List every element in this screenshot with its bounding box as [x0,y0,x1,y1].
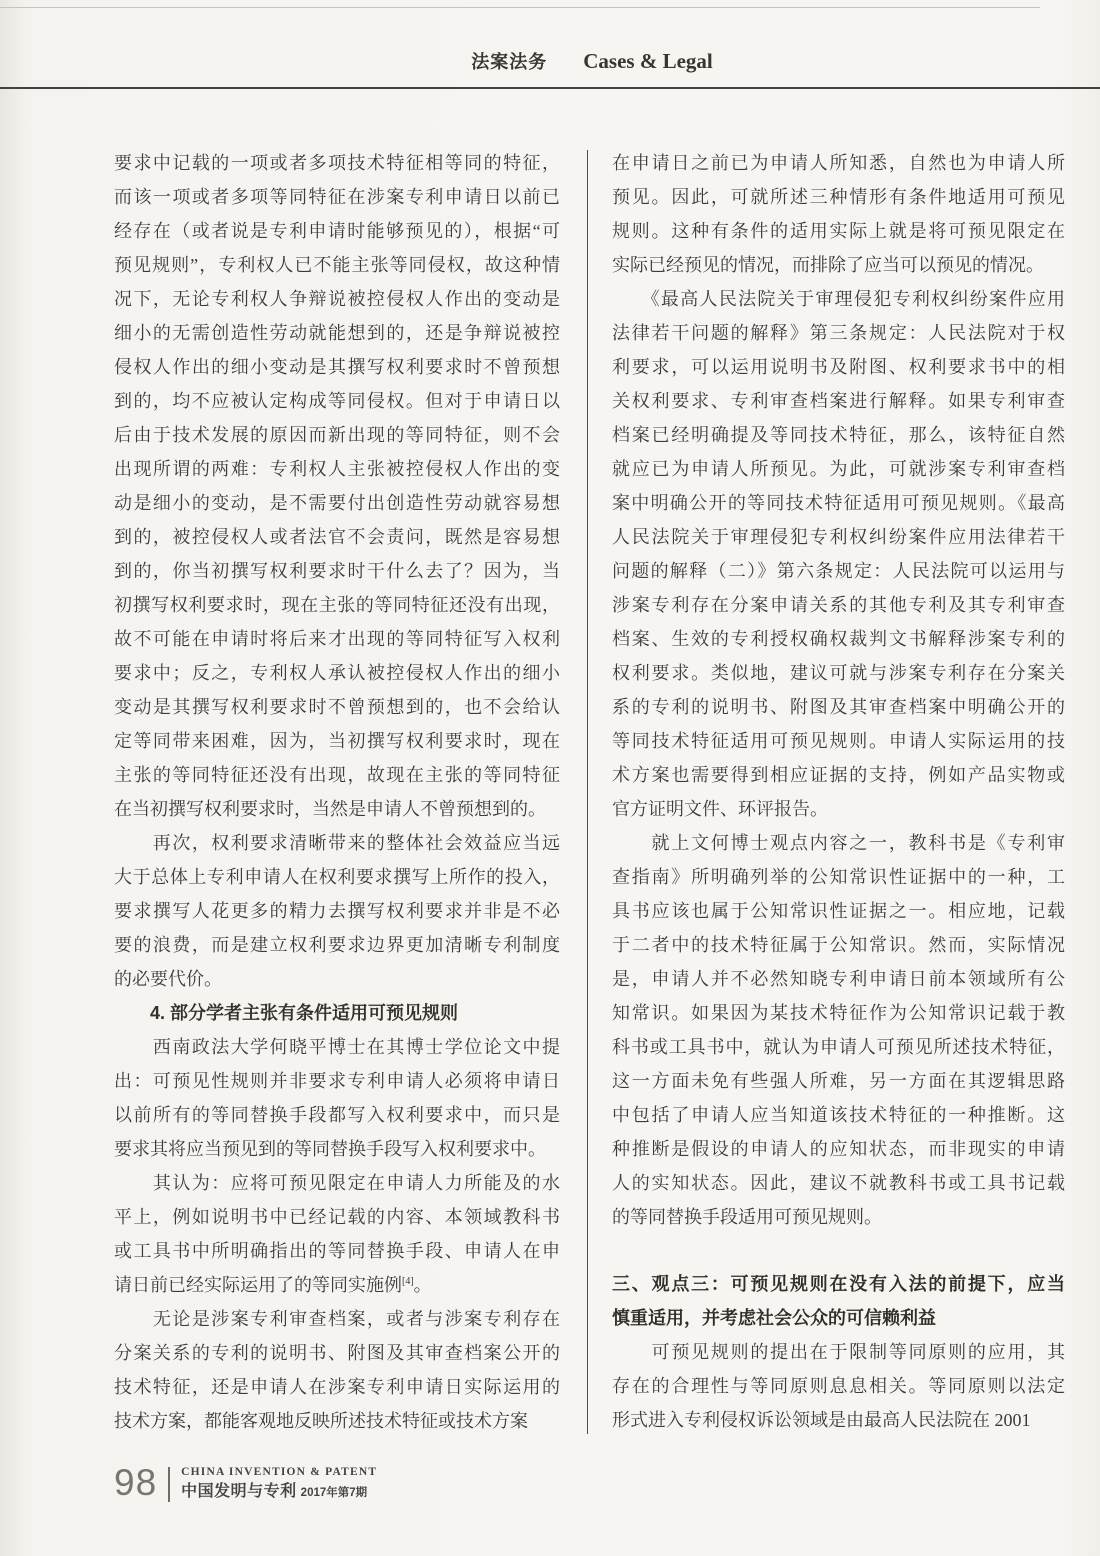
paragraph [612,826,1065,1234]
text-line: 预见。因此，可就所述三种情形有条件地适用可预见 [612,187,1065,207]
paragraph [114,1302,560,1438]
text-line: 定等同带来困难，因为，当初撰写权利要求时，现在 [114,731,560,751]
text-line: 无论是涉案专利审查档案，或者与涉案专利存在 [114,1309,560,1329]
text-line: 档案已经明确提及等同技术特征，那么，该特征自然 [612,425,1065,445]
text-line: 初撰写权利要求时，现在主张的等同特征还没有出现， [114,595,560,615]
paragraph [114,826,560,996]
text-line: 况下，无论专利权人争辩说被控侵权人作出的变动是 [114,289,560,309]
paragraph [612,282,1065,826]
text-line: 动是细小的变动，是不需要付出创造性劳动就容易想 [114,493,560,513]
text-line: 官方证明文件、环评报告。 [612,799,828,819]
text-line: 这一方面未免有些强人所难，另一方面在其逻辑思路 [612,1071,1065,1091]
text-line: 其认为：应将可预见限定在申请人力所能及的水 [114,1173,560,1193]
text-line: 到的，你当初撰写权利要求时干什么去了？因为，当 [114,561,560,581]
heading [612,1267,1065,1335]
journal-name-cn-row [181,1478,377,1501]
text-line: 可预见规则的提出在于限制等同原则的应用，其 [612,1342,1065,1362]
text-line: 预见规则”，专利权人已不能主张等同侵权，故这种情 [114,255,560,275]
text-line: 种推断是假设的申请人的应知状态，而非现实的申请 [612,1139,1065,1159]
text-line: 出：可预见性规则并非要求专利申请人必须将申请日 [114,1071,560,1091]
text-line: 存在的合理性与等同原则息息相关。等同原则以法定 [612,1376,1065,1396]
text-line: 技术特征，还是申请人在涉案专利申请日实际运用的 [114,1377,560,1397]
text-line: 的必要代价。 [114,969,222,989]
text-line: 要的浪费，而是建立权利要求边界更加清晰专利制度 [114,935,560,955]
text-line: 法律若干问题的解释》第三条规定：人民法院对于权 [612,323,1065,343]
section-title-cn: 法案法务 [471,52,548,72]
paragraph [114,1166,560,1302]
text-line: 规则。这种有条件的适用实际上就是将可预见限定在 [612,221,1065,241]
journal-name-en: CHINA INVENTION & PATENT [181,1466,378,1478]
text-line: 利要求，可以运用说明书及附图、权利要求书中的相 [612,357,1065,377]
text-line: 慎重适用，并考虑社会公众的可信赖利益 [612,1308,936,1328]
text-line: 在当初撰写权利要求时，当然是申请人不曾预想到的。 [114,799,546,819]
text-line: 或工具书中所明确指出的等同替换手段、申请人在申 [114,1241,560,1261]
paragraph [114,146,560,826]
journal-imprint [181,1464,377,1501]
text-line: 西南政法大学何晓平博士在其博士学位论文中提 [114,1037,560,1057]
text-line: 要求其将应当预见到的等同替换手段写入权利要求中。 [114,1139,546,1159]
text-line: 以前所有的等同替换手段都写入权利要求中，而只是 [114,1105,560,1125]
text-line: 平上，例如说明书中已经记载的内容、本领域教科书 [114,1207,560,1227]
text-line: 知常识。如果因为某技术特征作为公知常识记载于教 [612,1003,1065,1023]
text-line: 要求撰写人花更多的精力去撰写权利要求并非是不必 [114,901,560,921]
section-title-en: Cases & Legal [583,49,713,73]
heading [114,996,560,1030]
left-text-column [114,146,560,1438]
text-line: 大于总体上专利申请人在权利要求撰写上所作的投入， [114,867,560,887]
text-line: 请日前已经实际运用了的等同实施例[4]。 [114,1275,432,1295]
text-line: 分案关系的专利的说明书、附图及其审查档案公开的 [114,1343,560,1363]
paragraph [612,1335,1065,1437]
text-line: 等同技术特征适用可预见规则。申请人实际运用的技 [612,731,1065,751]
journal-name-cn: 中国发明与专利 [181,1483,297,1500]
text-line: 侵权人作出的细小变动是其撰写权利要求时不曾预想 [114,357,560,377]
page-header [0,48,1100,74]
text-line: 涉案专利存在分案申请关系的其他专利及其专利审查 [612,595,1065,615]
right-text-column [612,146,1065,1437]
text-line: 档案、生效的专利授权确权裁判文书解释涉案专利的 [612,629,1065,649]
paragraph [114,1030,560,1166]
section-title [471,48,713,74]
text-line: 查指南》所明确列举的公知常识性证据中的一种，工 [612,867,1065,887]
text-line: 就应已为申请人所预见。为此，可就涉案专利审查档 [612,459,1065,479]
text-line: 再次，权利要求清晰带来的整体社会效益应当远 [114,833,560,853]
text-line: 技术方案，都能客观地反映所述技术特征或技术方案 [114,1411,528,1431]
text-line: 于二者中的技术特征属于公知常识。然而，实际情况 [612,935,1065,955]
scan-edge-line [0,7,1040,8]
text-line: 是，申请人并不必然知晓专利申请日前本领域所有公 [612,969,1065,989]
text-line: 而该一项或者多项等同特征在涉案专利申请日以前已 [114,187,560,207]
text-line: 问题的解释（二）》第六条规定：人民法院可以运用与 [612,561,1065,581]
text-line: 关权利要求、专利审查档案进行解释。如果专利审查 [612,391,1065,411]
text-line: 实际已经预见的情况，而排除了应当可以预见的情况。 [612,255,1044,275]
text-line: 中包括了申请人应当知道该技术特征的一种推断。这 [612,1105,1065,1125]
text-line: 变动是其撰写权利要求时不曾预想到的，也不会给认 [114,697,560,717]
footer-divider [168,1467,170,1502]
text-line: 要求中记载的一项或者多项技术特征相等同的特征， [114,153,560,173]
text-line: 就上文何博士观点内容之一，教科书是《专利审 [612,833,1065,853]
journal-issue: 2017年第7期 [300,1487,368,1499]
text-line: 主张的等同特征还没有出现，故现在主张的等同特征 [114,765,560,785]
paragraph [612,146,1065,282]
text-line: 要求中；反之，专利权人承认被控侵权人作出的细小 [114,663,560,683]
text-line: 经存在（或者说是专利申请时能够预见的），根据“可 [114,221,560,241]
text-line: 到的，被控侵权人或者法官不会责问，既然是容易想 [114,527,560,547]
text-line: 故不可能在申请时将后来才出现的等同特征写入权利 [114,629,560,649]
text-line: 术方案也需要得到相应证据的支持，例如产品实物或 [612,765,1065,785]
page-number: 98 [114,1462,158,1503]
text-line: 三、观点三：可预见规则在没有入法的前提下，应当 [612,1274,1065,1294]
text-line: 《最高人民法院关于审理侵犯专利权纠纷案件应用 [612,289,1065,309]
header-rule [0,87,1100,89]
text-line: 科书或工具书中，就认为申请人可预见所述技术特征， [612,1037,1065,1057]
footnote-ref: [4] [402,1276,414,1287]
text-line: 人的实知状态。因此，建议不就教科书或工具书记载 [612,1173,1065,1193]
text-line: 形式进入专利侵权诉讼领域是由最高人民法院在 2001 [612,1410,1031,1430]
page-footer [114,1464,377,1502]
text-line: 人民法院关于审理侵犯专利权纠纷案件应用法律若干 [612,527,1065,547]
text-line: 权利要求。类似地，建议可就与涉案专利存在分案关 [612,663,1065,683]
text-line: 细小的无需创造性劳动就能想到的，还是争辩说被控 [114,323,560,343]
text-line: 4. 部分学者主张有条件适用可预见规则 [114,1003,459,1023]
text-line: 到的，均不应被认定构成等同侵权。但对于申请日以 [114,391,560,411]
text-line: 具书应该也属于公知常识性证据之一。相应地，记载 [612,901,1065,921]
text-line: 的等同替换手段适用可预见规则。 [612,1207,882,1227]
text-line: 系的专利的说明书、附图及其审查档案中明确公开的 [612,697,1065,717]
column-divider [587,150,588,1434]
text-line: 出现所谓的两难：专利权人主张被控侵权人作出的变 [114,459,560,479]
text-line: 案中明确公开的等同技术特征适用可预见规则。《最高 [612,493,1065,513]
text-line: 后由于技术发展的原因而新出现的等同特征，则不会 [114,425,560,445]
text-line: 在申请日之前已为申请人所知悉，自然也为申请人所 [612,153,1065,173]
